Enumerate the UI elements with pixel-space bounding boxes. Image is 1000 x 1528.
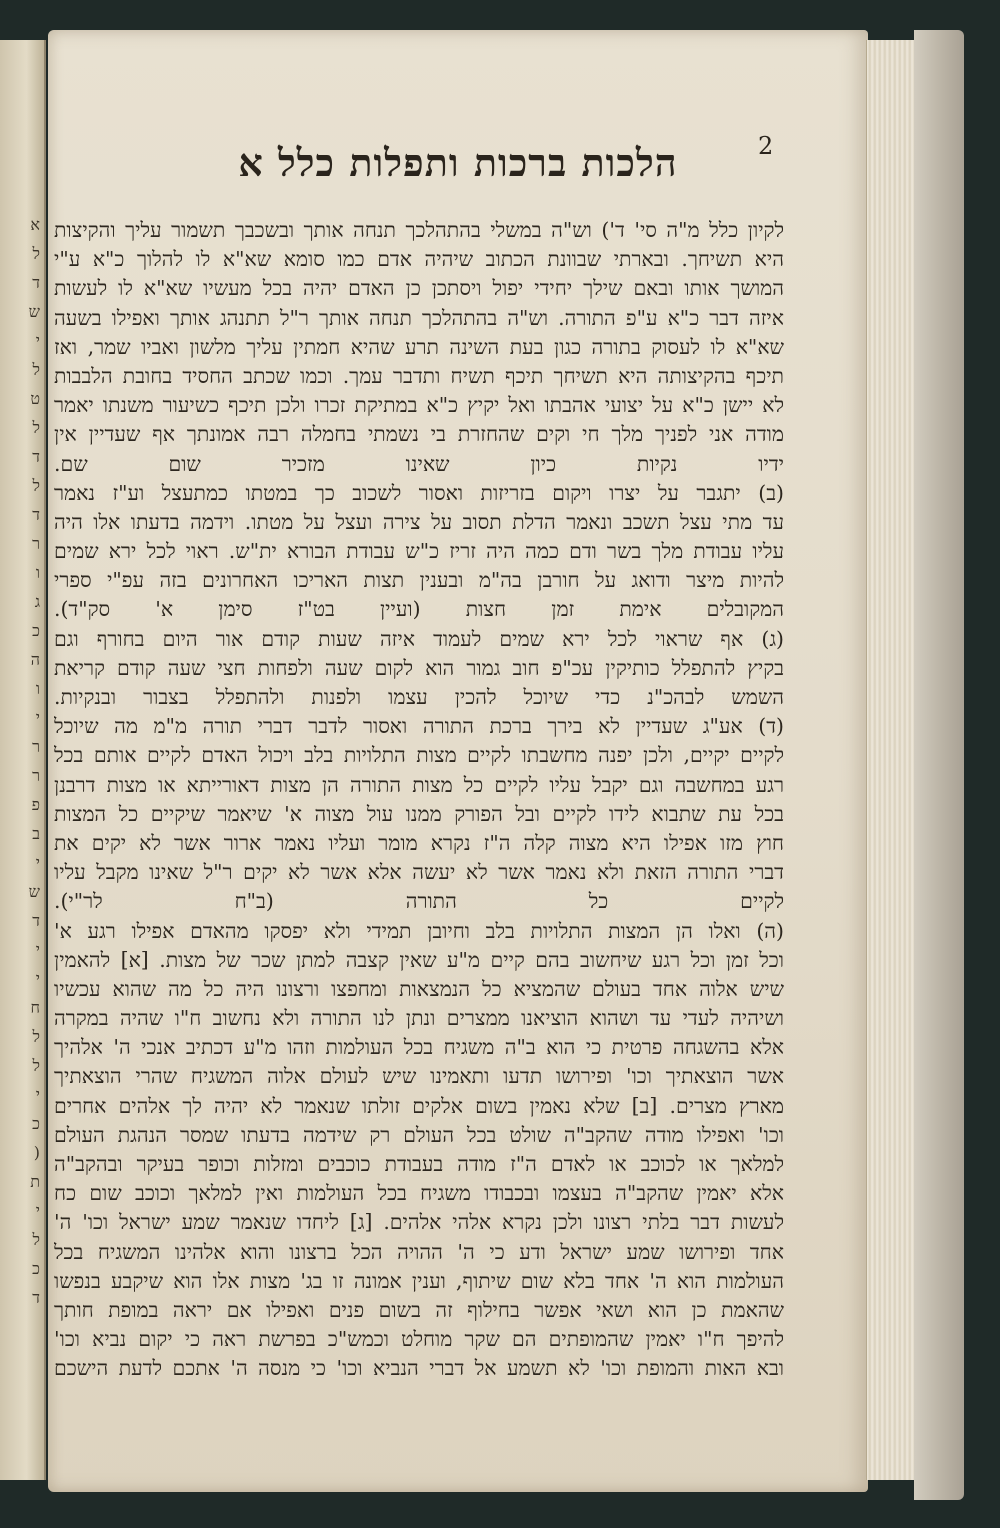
text-line: (ב) יתגבר על יצרו ויקום בזריזות ואסור לשכוב כך במטתו כמתעצל וע"ז נאמר: [54, 480, 784, 505]
text-line: תיכף בהקיצותה היא תשיחך תיכף תשיח ותדבר עמך. וכמו שכתב החסיד בחובת הלבבות: [54, 363, 784, 388]
text-line: לא יישן כ"א על יצועי אהבתו ואל יקיץ כ"א במתיקת זכרו ולכן תיכף כשיעור משנתו יאמר: [54, 393, 784, 418]
text-line: שיש אלוה אחד בעולם שהמציא כל הנמצאות ומחפצו ורצונו היה כל מה שהוא עכשיו: [54, 976, 784, 1001]
text-line: רגע במחשבה וגם יקבל עליו לקיים כל מצות התורה הן מצות דאורייתא או מצות דרבנן: [54, 772, 784, 797]
text-line: (ה) ואלו הן המצות התלויות בלב וחיובן תמידי ולא יפסקו מהאדם אפילו רגע א': [54, 918, 784, 943]
text-line: מודה אני לפניך מלך חי וקים שהחזרת בי נשמתי בחמלה רבה אמונתך אף שעדיין אין: [54, 422, 784, 447]
text-line: לקיים כל התורה (ב"ח לר"י).: [54, 889, 784, 914]
text-line: להיות מיצר ודואג על חורבן בה"מ ובענין תצות האריכו האחרונים בזה עפ"י ספרי: [54, 568, 784, 593]
text-line: דברי התורה הזאת ולא נאמר אשר לא יעשה אלא אשר לא יקים ר"ל שאינו מקבל עליו: [54, 860, 784, 885]
text-line: להיפך ח"ו יאמין שהמופתים הם שקר מוחלט וכמש"כ בפרשת ראה כי יקום נביא וכו': [54, 1327, 784, 1352]
text-line: חוץ מזו אפילו היא מצוה קלה ה"ז נקרא מומר ועליו נאמר ארור אשר לא יקים את: [54, 830, 784, 855]
book-cover: [914, 30, 964, 1500]
text-line: העולמות הוא ה' אחד בלא שום שיתוף, וענין אמונה זו בג' מצות אלו הוא שיקבע בנפשו: [54, 1268, 784, 1293]
body-text: [54, 216, 784, 1384]
text-line: (ד) אע"ג שעדיין לא בירך ברכת התורה ואסור לדבר דברי תורה מ"מ מה שיוכל: [54, 714, 784, 739]
page-number: 2: [758, 132, 774, 160]
left-margin-text: א ל ד ש י ל ט ל ד ל ד ר ו ג כ ה ו י ר ר פ ב י ש ד י י ח ל ל י כ ( ת י ל כ ד: [28, 215, 40, 1307]
text-line: אשר הוצאתיך וכו' ופירושו תדעו ותאמינו שיש לעולם אלוה המשגיח שהרי הוצאתיך: [54, 1064, 784, 1089]
text-line: ובא האות והמופת וכו' לא תשמע אל דברי הנביא וכו' כי מנסה ה' אתכם לדעת הישכם: [54, 1356, 784, 1381]
text-line: היא תשיחך. ובארתי שבוונת הכתוב שיהיה אדם כמו סומא שא"א לו להלוך כ"א ע"י: [54, 247, 784, 272]
page-title: הלכות ברכות ותפלות כלל א: [238, 140, 678, 185]
text-line: מארץ מצרים. [ב] שלא נאמין בשום אלקים זולתו שנאמר לא יהיה לך אלהים אחרים: [54, 1093, 784, 1118]
text-line: לקיון כלל מ"ה סי' ד') וש"ה במשלי בהתהלכך תנחה אותך ובשכבך תשמור עליך והקיצות: [54, 218, 784, 242]
text-line: שהאמת כן הוא ושאי אפשר בחילוף זה בשום פנים ואפילו אם יראה במופת חותך: [54, 1297, 784, 1322]
text-line: אלא יאמין שהקב"ה בעצמו ובכבודו משגיח בכל העולמות ואין למלאך וכוכב שום כח: [54, 1181, 784, 1206]
text-line: אלא בהשגחה פרטית כי הוא ב"ה משגיח בכל העולמות וזהו מ"ע דכתיב אנכי ה' אלהיך: [54, 1035, 784, 1060]
text-line: בקיץ להתפלל כותיקין עכ"פ חוב גמור הוא לקום שעה ולפחות חצי שעה קודם קריאת: [54, 655, 784, 680]
page-header: [48, 122, 868, 192]
text-line: למלאך או לכוכב או לאדם ה"ז מודה בעבודת כוכבים ומזלות וכופר בעיקר ובהקב"ה: [54, 1152, 784, 1176]
text-line: ידיו נקיות כיון שאינו מזכיר שום שם.: [54, 451, 784, 476]
text-line: וכל זמן וכל רגע שיחשוב בהם קיים מ"ע שאין קצבה למתן שכר של מצות. [א] להאמין: [54, 947, 784, 972]
book-page: [48, 30, 868, 1492]
text-line: ושיהיה לעדי עד ושהוא הוציאנו ממצרים ונתן לנו התורה ולא נחשוב ח"ו שהיה במקרה: [54, 1006, 784, 1031]
text-line: איזה דבר כ"א ע"פ התורה. וש"ה בהתהלכך תנחה אותך ר"ל תתנהג אותך ואפילו בשעה: [54, 305, 784, 330]
text-line: אחד ופירושו שמע ישראל ודע כי ה' ההויה הכל ברצונו והוא אלהינו המשגיח בכל: [54, 1239, 784, 1264]
text-line: השמש לבהכ"נ כדי שיוכל להכין עצמו ולפנות ולהתפלל בצבור ובנקיות.: [54, 685, 784, 709]
text-line: המושך אותו ובאם שילך יחידי יפול ויסתכן כן האדם יהיה בכל מעשיו שא"א לו לעשות: [54, 276, 784, 301]
text-line: לקיים יקיים, ולכן יפנה מחשבתו לקיים מצות התלויות בלב ויכול האדם לקיים אותם בכל: [54, 743, 784, 768]
page-block-edge: [866, 40, 915, 1480]
text-line: (ג) אף שראוי לכל ירא שמים לעמוד איזה שעות קודם אור היום בחורף וגם: [54, 626, 784, 651]
text-line: וכו' ואפילו מודה שהקב"ה שולט בכל העולם רק שידמה בדעתו שמסר הנהגת העולם: [54, 1122, 784, 1147]
text-line: לעשות דבר בלתי רצונו ולכן נקרא אלהי אלהים. [ג] ליחדו שנאמר שמע ישראל וכו' ה': [54, 1210, 784, 1235]
text-line: בכל עת שתבוא לידו לקיים ובל הפורק ממנו עול מצוה א' שיאמר שיקיים כל המצות: [54, 801, 784, 826]
text-line: המקובלים אימת זמן חצות (ועיין בט"ז סימן א' סק"ד).: [54, 597, 784, 622]
left-page-edge: [0, 40, 46, 1480]
text-line: עד מתי עצל תשכב ונאמר הדלת תסוב על צירה ועצל על מטתו. וידמה בדעתו אלו היה: [54, 509, 784, 534]
text-line: שא"א לו לעסוק בתורה כגון בעת השינה תרע שהיא חמתין עליך מלשון ואביו שמר, ואז: [54, 334, 784, 359]
text-line: עליו עבודת מלך בשר ודם כמה היה זריז כ"ש עבודת הבורא ית"ש. ראוי לכל ירא שמים: [54, 539, 784, 564]
